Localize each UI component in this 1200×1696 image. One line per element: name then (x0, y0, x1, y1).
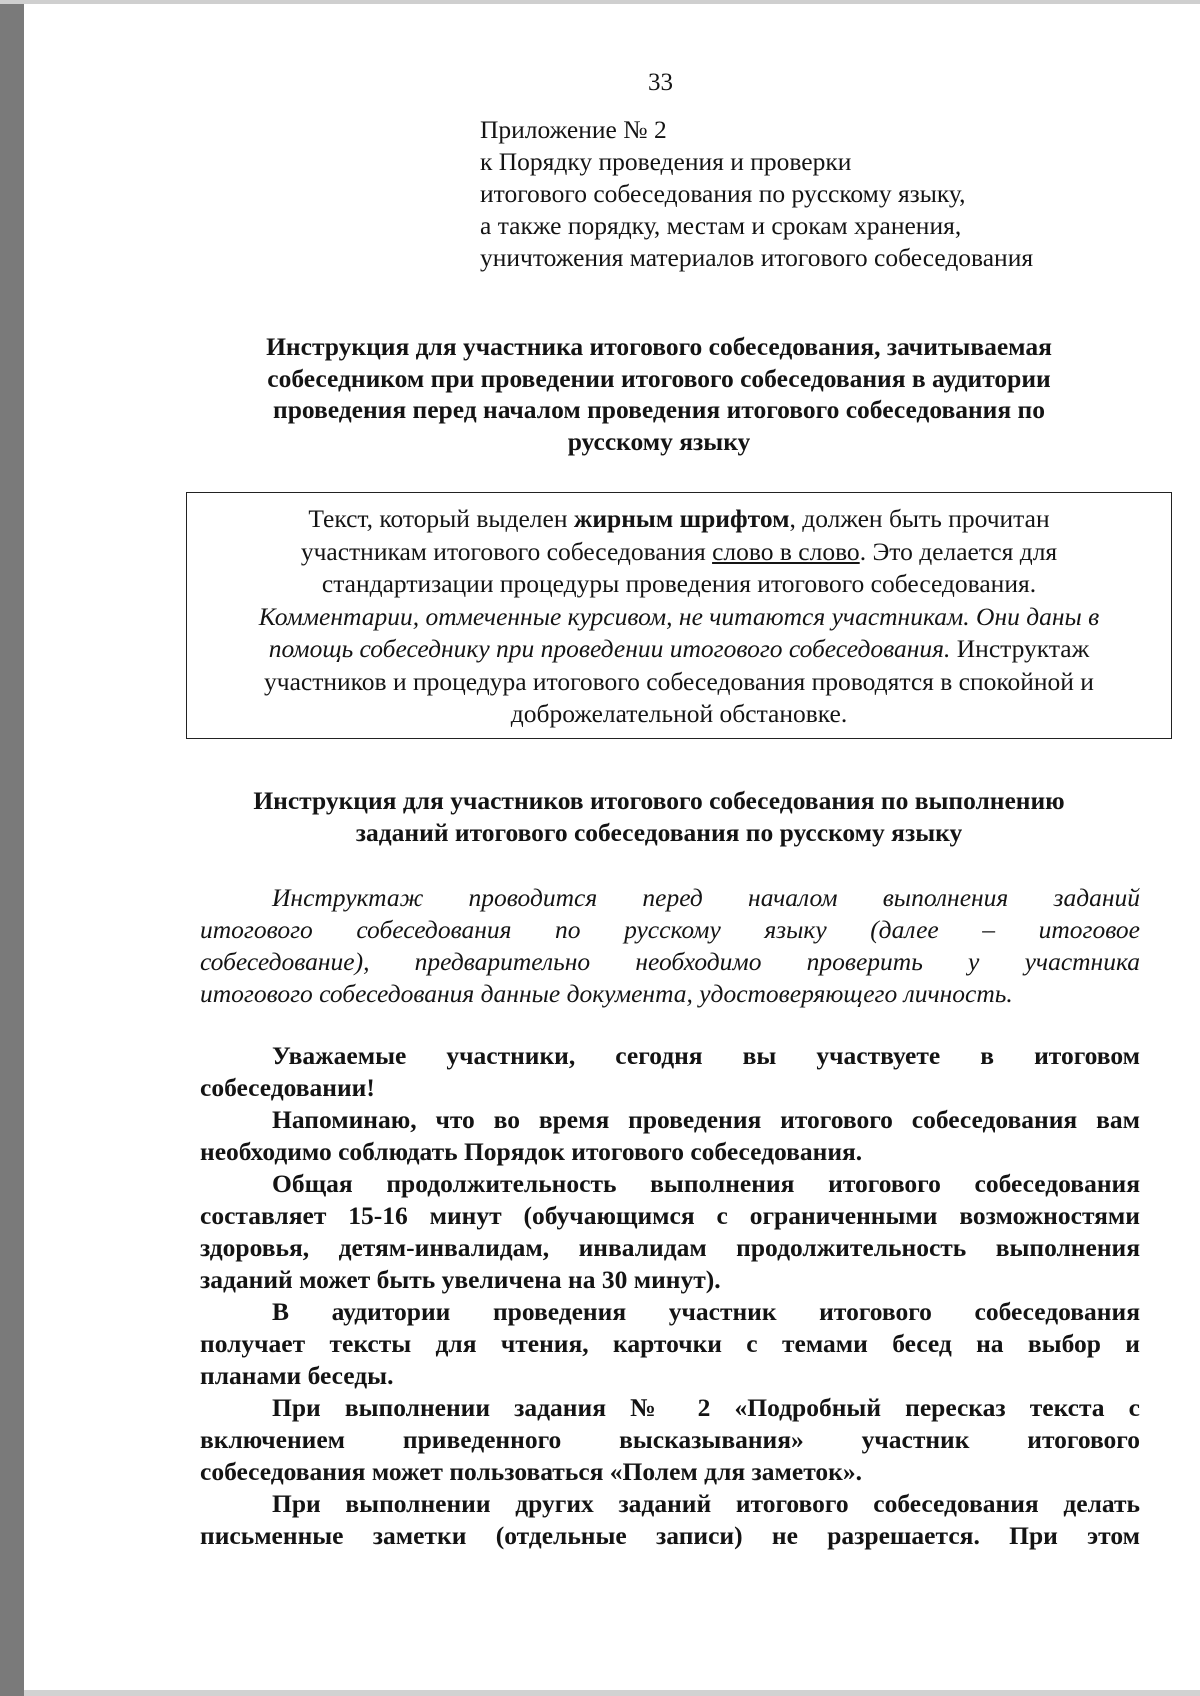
heading-line: заданий итогового собеседования по русскому языку (355, 817, 963, 847)
paragraph-line: Инструктаж проводится перед началом выполнения заданий (272, 883, 1140, 912)
notice-text: участникам итогового собеседования (300, 536, 713, 566)
bold-paragraph (200, 1392, 1140, 1488)
paragraph-line: итогового собеседования по русскому языку (далее – итоговое (200, 915, 1140, 944)
notice-line (187, 633, 1171, 666)
notice-text: . Это делается для (859, 536, 1058, 566)
instruction-heading (190, 331, 1128, 457)
paragraph-line: необходимо соблюдать Порядок итогового собеседования. (200, 1137, 863, 1166)
bold-paragraph (200, 1168, 1140, 1296)
notice-line (187, 503, 1171, 536)
paragraph-line: заданий может быть увеличена на 30 минут). (200, 1265, 721, 1294)
paragraph-line: Общая продолжительность выполнения итогового собеседования (272, 1169, 1140, 1198)
paragraph-line: итогового собеседования данные документа, удостоверяющего личность. (200, 979, 1013, 1008)
scan-bottom-edge (24, 1690, 1200, 1696)
paragraph-line: составляет 15-16 минут (обучающимся с ограниченными возможностями (200, 1201, 1140, 1230)
paragraph-line: Напоминаю, что во время проведения итогового собеседования вам (272, 1105, 1140, 1134)
notice-italic-line: Комментарии, отмеченные курсивом, не читаются участникам. Они даны в (258, 601, 1100, 631)
bold-paragraph (200, 1040, 1140, 1104)
paragraph-line: При выполнении других заданий итогового собеседования делать (272, 1489, 1140, 1518)
notice-italic-text: помощь собеседнику при проведении итогового собеседования. (268, 634, 951, 663)
read-aloud-text (200, 1040, 1140, 1552)
notice-box (186, 492, 1172, 739)
notice-line (187, 536, 1171, 569)
bold-paragraph (200, 1104, 1140, 1168)
heading-line: собеседником при проведении итогового собеседования в аудитории (267, 363, 1051, 393)
appendix-line: к Порядку проведения и проверки (480, 147, 852, 176)
heading-line: Инструкция для участника итогового собеседования, зачитываемая (266, 332, 1052, 361)
notice-line: участников и процедура итогового собеседования проводятся в спокойной и (264, 666, 1094, 696)
notice-underlined-text: слово в слово (712, 536, 860, 566)
heading-line: проведения перед началом проведения итогового собеседования по (273, 395, 1045, 424)
appendix-reference (480, 114, 1033, 274)
paragraph-line: собеседования может пользоваться «Полем для заметок». (200, 1457, 862, 1486)
page-number: 33 (648, 69, 673, 96)
paragraph-line: здоровья, детям-инвалидам, инвалидам продолжительность выполнения (200, 1233, 1140, 1262)
paragraph-line: включением приведенного высказывания» участник итогового (200, 1425, 1140, 1454)
italic-comment-paragraph (200, 882, 1140, 1010)
notice-line: стандартизации процедуры проведения итогового собеседования. (321, 569, 1037, 598)
paragraph-line: В аудитории проведения участник итогового собеседования (272, 1297, 1140, 1326)
bold-paragraph (200, 1296, 1140, 1392)
notice-text: Текст, который выделен (308, 504, 574, 533)
notice-bold-text: жирным шрифтом (573, 504, 790, 533)
heading-line: Инструкция для участников итогового собеседования по выполнению (253, 786, 1065, 815)
paragraph-line: письменные заметки (отдельные записи) не разрешается. При этом (200, 1521, 1140, 1550)
task-instruction-heading (190, 785, 1128, 848)
bold-paragraph (200, 1488, 1140, 1552)
appendix-line: а также порядку, местам и срокам хранения, (480, 211, 962, 240)
paragraph-line: получает тексты для чтения, карточки с темами бесед на выбор и (200, 1329, 1140, 1358)
paragraph-line: планами беседы. (200, 1361, 394, 1390)
paragraph-line: Уважаемые участники, сегодня вы участвуете в итоговом (272, 1041, 1140, 1070)
appendix-line: итогового собеседования по русскому языку, (480, 179, 966, 208)
notice-line: доброжелательной обстановке. (510, 699, 848, 728)
paragraph-line: собеседовании! (200, 1073, 375, 1102)
appendix-line: уничтожения материалов итогового собеседования (480, 243, 1034, 272)
appendix-line: Приложение № 2 (480, 115, 667, 144)
paragraph-line: При выполнении задания № 2 «Подробный пересказ текста с (272, 1393, 1140, 1422)
paragraph-line: собеседование), предварительно необходимо проверить у участника (200, 947, 1140, 976)
heading-line: русскому языку (567, 426, 751, 456)
notice-text: , должен быть прочитан (789, 504, 1050, 533)
notice-text: Инструктаж (950, 634, 1090, 663)
